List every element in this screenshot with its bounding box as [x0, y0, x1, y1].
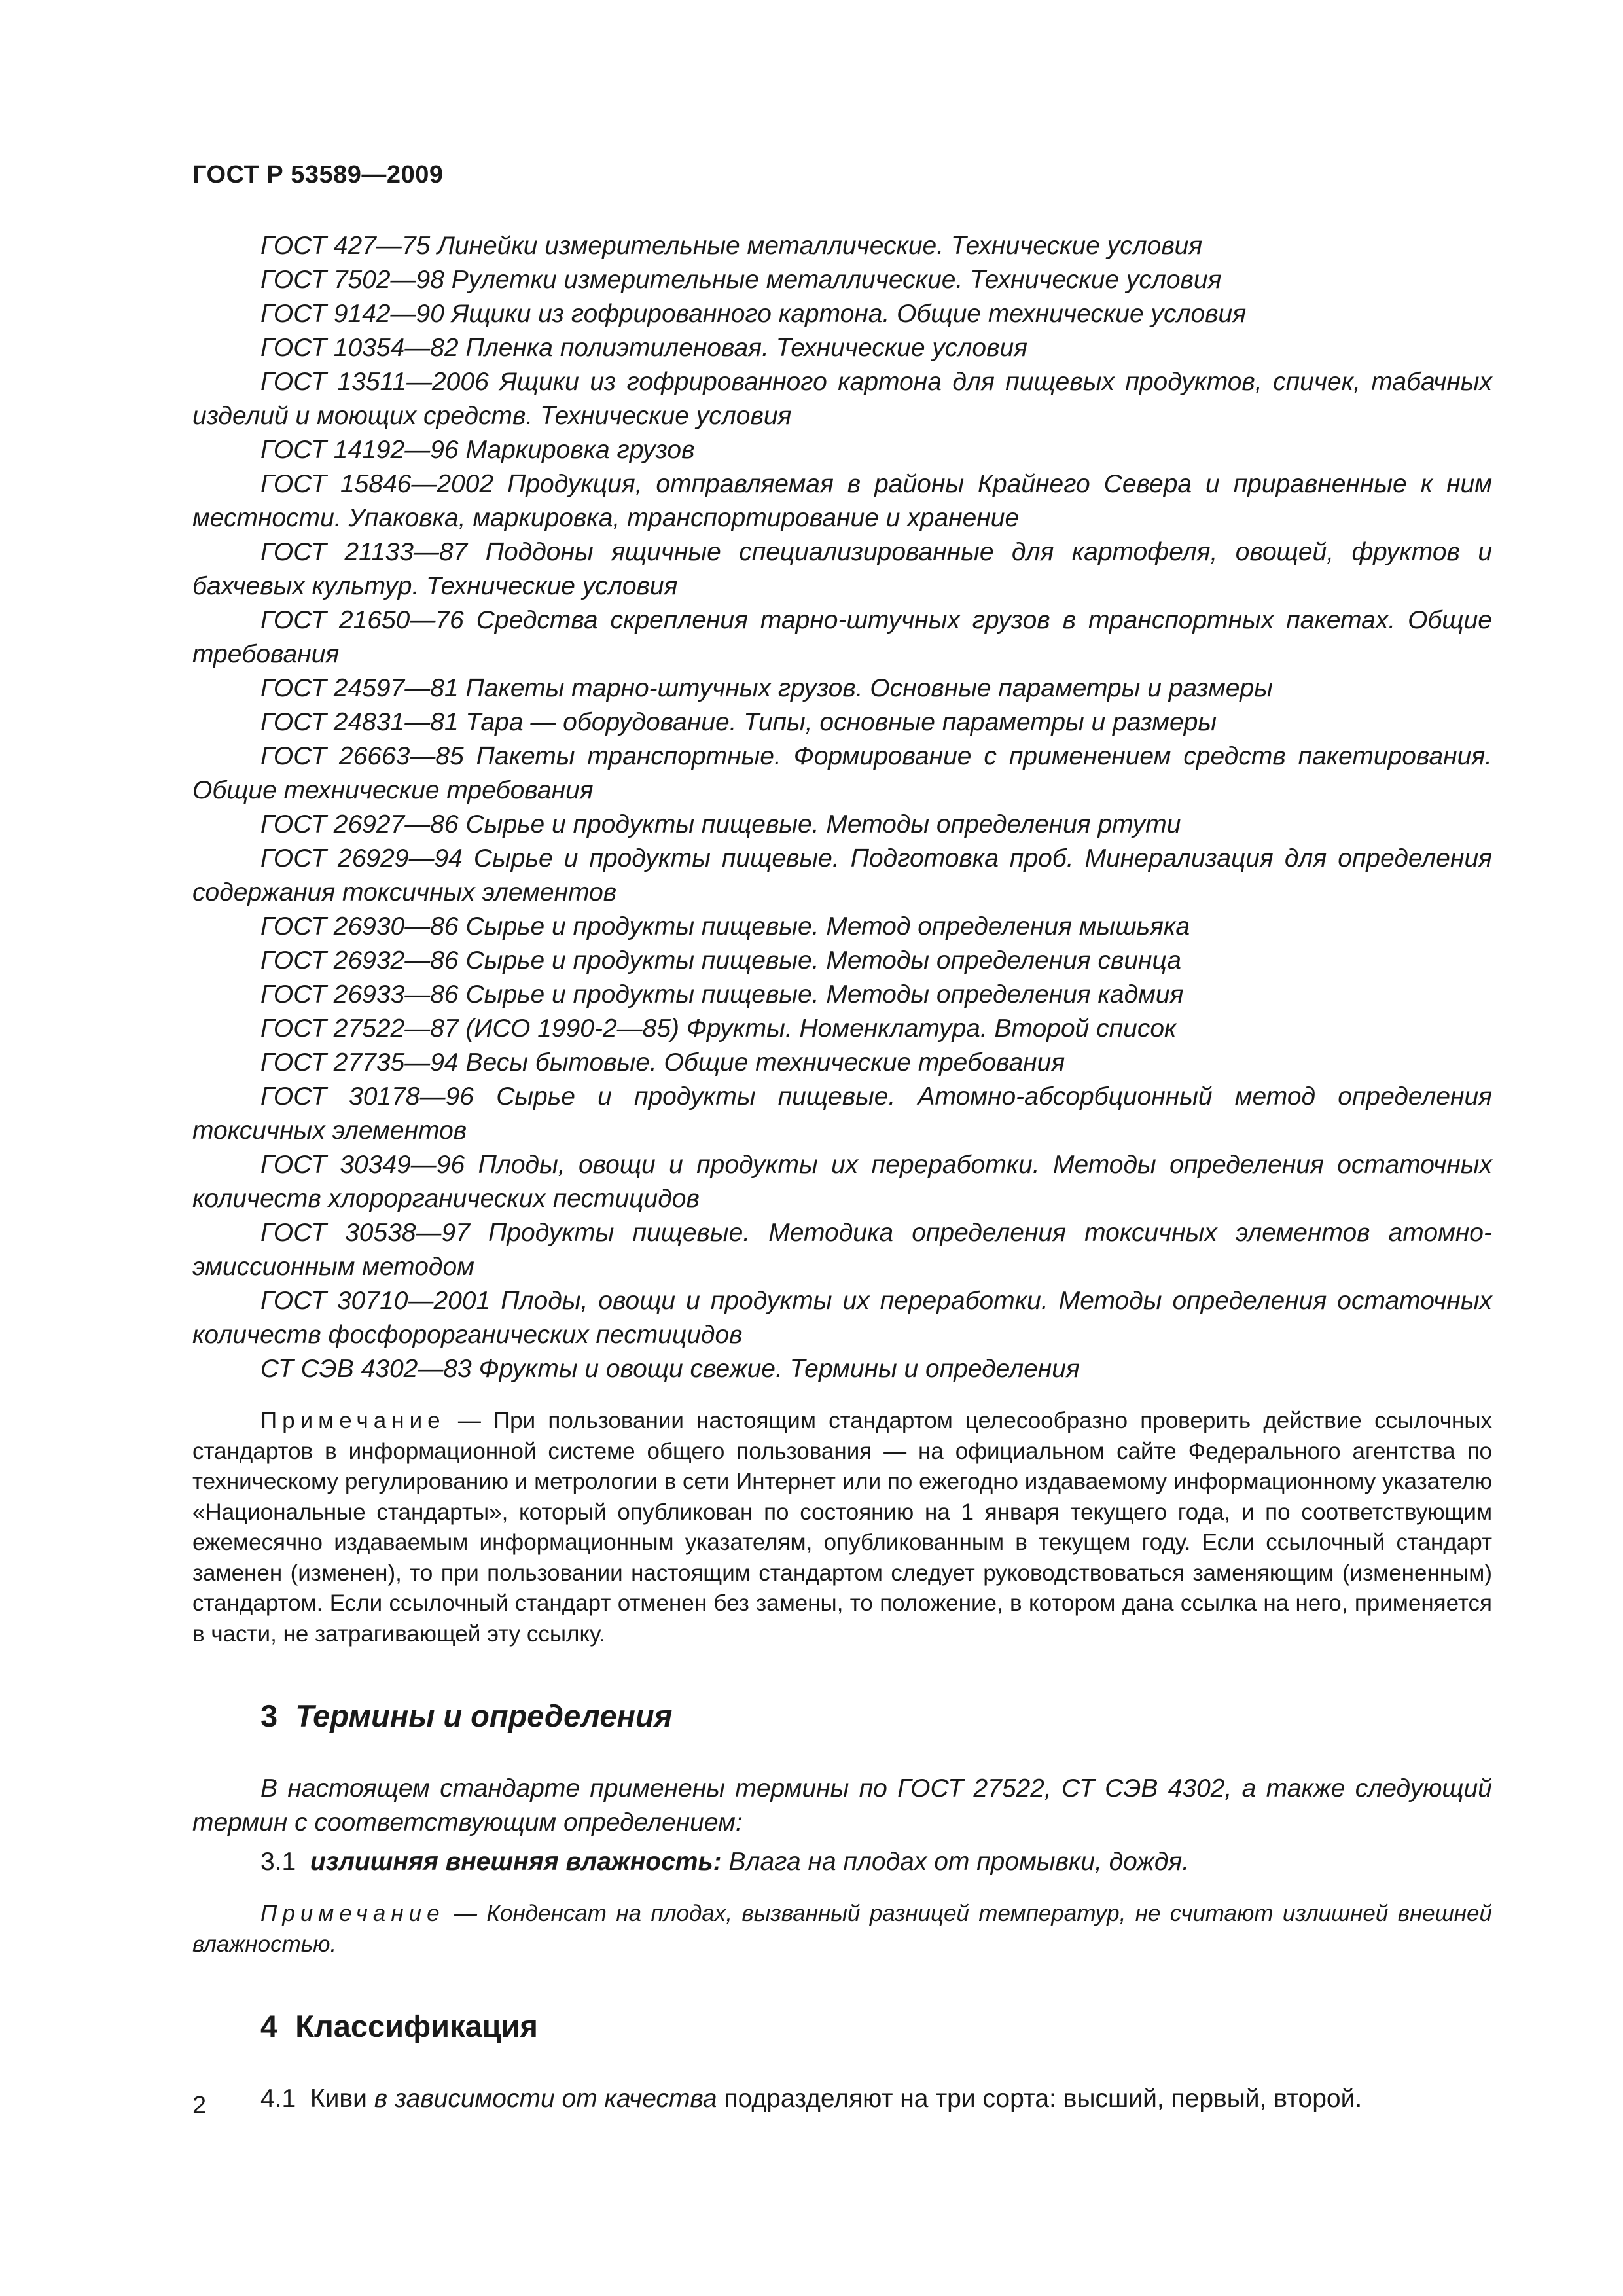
- page-number: 2: [192, 2092, 207, 2119]
- reference-item: [192, 433, 1492, 467]
- term-definition: Влага на плодах от промывки, дождя.: [728, 1848, 1190, 1876]
- reference-code: ГОСТ 30349—96: [260, 1151, 465, 1179]
- term-note-label: Примечание: [260, 1901, 445, 1926]
- reference-item: [192, 1148, 1492, 1216]
- reference-code: ГОСТ 13511—2006: [260, 368, 489, 396]
- section-3-title: Термины и определения: [295, 1698, 673, 1733]
- reference-item: [192, 467, 1492, 535]
- reference-item: [192, 535, 1492, 603]
- reference-code: ГОСТ 24597—81: [260, 674, 459, 702]
- reference-code: ГОСТ 30178—96: [260, 1083, 474, 1111]
- reference-item: [192, 944, 1492, 978]
- note-text: — При пользовании настоящим стандартом целесообразно проверить действие ссылочных стандартов в информационной системе общего пользования — на официальном сайте Федерального агентства по техническому регулированию и метрологии в сети Интернет или по ежегодно издаваемому информационному указателю «Национальные стандарты», который опубликован по состоянию на 1 января текущего года, и по соответствующим ежемесячно издаваемым информационным указателям, опубликованным в текущем году. Если ссылочный стандарт заменен (изменен), то при пользовании настоящим стандартом следует руководствоваться заменяющим (измененным) стандартом. Если ссылочный стандарт отменен без замены, то положение, в котором дана ссылка на него, применяется в части, не затрагивающей эту ссылку.: [192, 1408, 1492, 1647]
- term-name: излишняя внешняя влажность:: [310, 1848, 722, 1876]
- clause-4-1: [192, 2082, 1492, 2116]
- reference-title: Поддоны ящичные специализированные для картофеля, овощей, фруктов и бахчевых культур. Технические условия: [192, 538, 1493, 600]
- reference-title: Фрукты. Номенклатура. Второй список: [686, 1014, 1177, 1043]
- reference-title: Плоды, овощи и продукты их переработки. Методы определения остаточных количеств хлорорганических пестицидов: [192, 1151, 1492, 1213]
- reference-item: [192, 1080, 1492, 1148]
- reference-title: Рулетки измерительные металлические. Технические условия: [451, 266, 1222, 294]
- reference-code: ГОСТ 26929—94: [260, 844, 463, 872]
- term-note: [192, 1899, 1492, 1960]
- reference-code: ГОСТ 26933—86: [260, 980, 459, 1009]
- reference-title: Пакеты тарно-штучных грузов. Основные параметры и размеры: [465, 674, 1273, 702]
- reference-item: [192, 331, 1492, 365]
- page-content: [192, 229, 1492, 2116]
- reference-item: [192, 740, 1492, 808]
- reference-code: ГОСТ 14192—96: [260, 436, 459, 464]
- reference-code: ГОСТ 27735—94: [260, 1049, 459, 1077]
- reference-code: ГОСТ 26932—86: [260, 946, 459, 975]
- reference-title: Сырье и продукты пищевые. Методы определения свинца: [465, 946, 1181, 975]
- reference-item: [192, 1216, 1492, 1284]
- reference-title: Весы бытовые. Общие технические требования: [465, 1049, 1065, 1077]
- section-3-heading: [192, 1698, 1492, 1734]
- reference-code: ГОСТ 24831—81: [260, 708, 459, 736]
- reference-code: ГОСТ 7502—98: [260, 266, 444, 294]
- reference-item: [192, 1352, 1492, 1386]
- reference-code: ГОСТ 21650—76: [260, 606, 464, 634]
- reference-title: Средства скрепления тарно-штучных грузов в транспортных пакетах. Общие требования: [192, 606, 1492, 668]
- reference-title: Сырье и продукты пищевые. Методы определения кадмия: [465, 980, 1184, 1009]
- section-4-title: Классификация: [295, 2009, 538, 2043]
- section-3-number: 3: [260, 1698, 278, 1733]
- reference-item: [192, 1046, 1492, 1080]
- reference-code: ГОСТ 30538—97: [260, 1219, 470, 1247]
- reference-code: ГОСТ 9142—90: [260, 300, 444, 328]
- reference-title: Сырье и продукты пищевые. Атомно-абсорбционный метод определения токсичных элементов: [192, 1083, 1492, 1145]
- section-4-number: 4: [260, 2009, 278, 2043]
- reference-title: Сырье и продукты пищевые. Подготовка проб. Минерализация для определения содержания токсичных элементов: [192, 844, 1492, 906]
- note-label: Примечание: [260, 1408, 446, 1433]
- reference-item: [192, 603, 1492, 672]
- reference-item: [192, 842, 1492, 910]
- reference-title: Линейки измерительные металлические. Технические условия: [437, 232, 1203, 260]
- reference-item: [192, 263, 1492, 297]
- document-header: ГОСТ Р 53589—2009: [192, 161, 444, 188]
- reference-title: Маркировка грузов: [465, 436, 695, 464]
- reference-title: Ящики из гофрированного картона. Общие технические условия: [451, 300, 1247, 328]
- reference-item: [192, 297, 1492, 331]
- clause-number: 4.1: [260, 2085, 296, 2113]
- clause-rest: подразделяют на три сорта: высший, первый, второй.: [724, 2085, 1363, 2113]
- reference-code: ГОСТ 15846—2002: [260, 470, 494, 498]
- reference-title: Тара — оборудование. Типы, основные параметры и размеры: [465, 708, 1217, 736]
- reference-code: ГОСТ 427—75: [260, 232, 431, 260]
- normative-references-list: [192, 229, 1492, 1386]
- term-note-text: — Конденсат на плодах, вызванный разницей температур, не считают излишней внешней влажностью.: [192, 1901, 1492, 1957]
- reference-code: СТ СЭВ 4302—83: [260, 1355, 472, 1383]
- reference-title: Фрукты и овощи свежие. Термины и определения: [478, 1355, 1080, 1383]
- reference-code: ГОСТ 30710—2001: [260, 1287, 491, 1315]
- reference-code: ГОСТ 21133—87: [260, 538, 468, 566]
- term-3-1: [192, 1845, 1492, 1879]
- reference-item: [192, 978, 1492, 1012]
- reference-item: [192, 672, 1492, 706]
- clause-italic: в зависимости от качества: [374, 2085, 717, 2113]
- reference-title: Плоды, овощи и продукты их переработки. Методы определения остаточных количеств фосфорорганических пестицидов: [192, 1287, 1493, 1349]
- reference-title: Ящики из гофрированного картона для пищевых продуктов, спичек, табачных изделий и моющих средств. Технические условия: [192, 368, 1492, 430]
- reference-title: Продукты пищевые. Методика определения токсичных элементов атомно-эмиссионным методом: [192, 1219, 1492, 1281]
- term-number: 3.1: [260, 1848, 296, 1876]
- reference-item: [192, 1012, 1492, 1046]
- clause-lead: Киви: [310, 2085, 367, 2113]
- section-3-intro: В настоящем стандарте применены термины по ГОСТ 27522, СТ СЭВ 4302, а также следующий термин с соответствующим определением:: [192, 1774, 1492, 1837]
- reference-item: [192, 910, 1492, 944]
- reference-item: [192, 229, 1492, 263]
- reference-title: Продукция, отправляемая в районы Крайнего Севера и приравненные к ним местности. Упаковка, маркировка, транспортирование и хранение: [192, 470, 1492, 532]
- section-4-heading: [192, 2008, 1492, 2044]
- reference-code: ГОСТ 10354—82: [260, 334, 459, 362]
- reference-item: [192, 365, 1492, 433]
- reference-title: Сырье и продукты пищевые. Методы определения ртути: [465, 810, 1181, 838]
- references-note: [192, 1406, 1492, 1649]
- reference-code: ГОСТ 26930—86: [260, 912, 459, 941]
- reference-code: ГОСТ 26927—86: [260, 810, 459, 838]
- reference-title: Пленка полиэтиленовая. Технические условия: [465, 334, 1027, 362]
- reference-code: ГОСТ 26663—85: [260, 742, 464, 770]
- reference-item: [192, 808, 1492, 842]
- reference-item: [192, 706, 1492, 740]
- reference-title: Сырье и продукты пищевые. Метод определения мышьяка: [465, 912, 1190, 941]
- reference-item: [192, 1284, 1492, 1352]
- reference-title: Пакеты транспортные. Формирование с применением средств пакетирования. Общие технические требования: [192, 742, 1492, 804]
- reference-code: ГОСТ 27522—87 (ИСО 1990-2—85): [260, 1014, 680, 1043]
